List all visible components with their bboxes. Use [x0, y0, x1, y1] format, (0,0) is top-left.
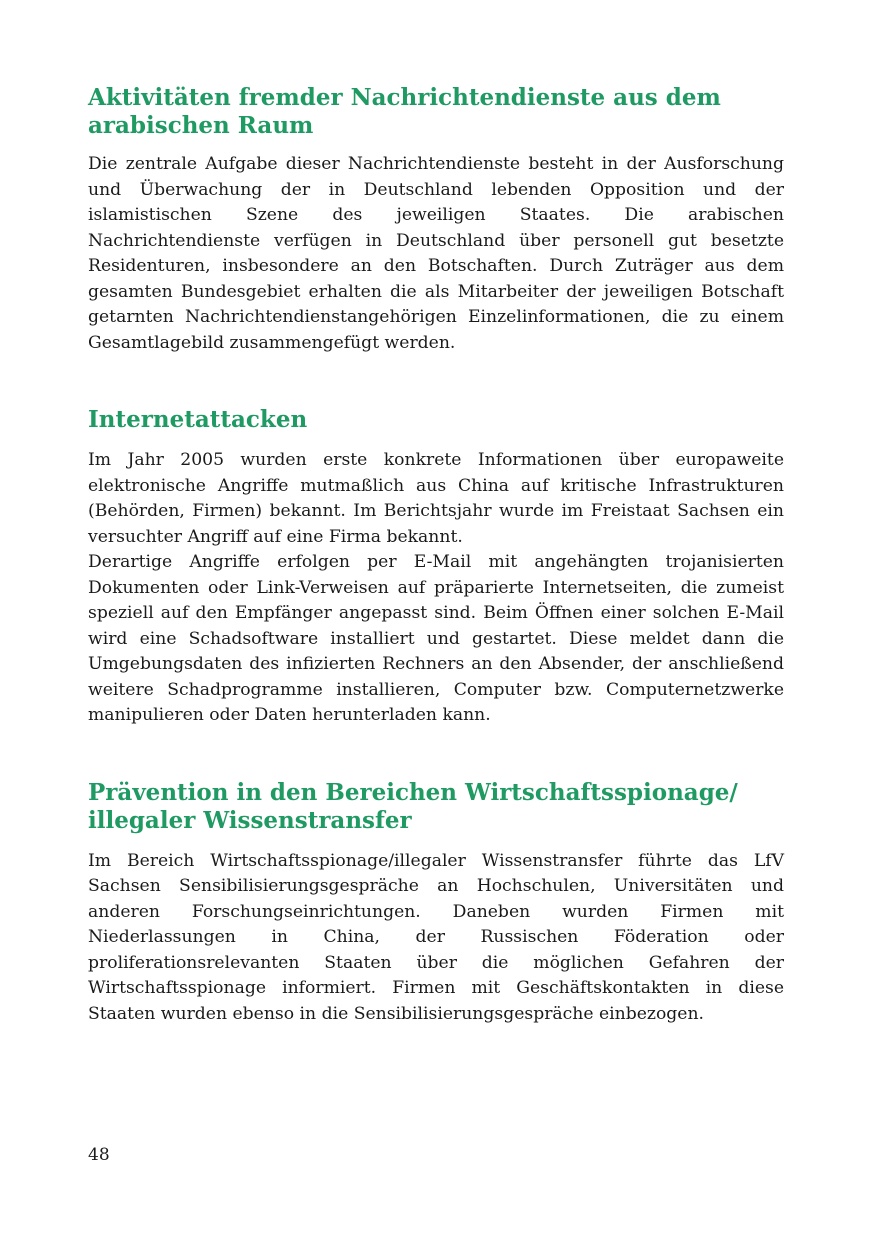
- section-heading-arab-intelligence: [88, 84, 784, 140]
- heading-line: Aktivitäten fremder Nachrichtendienste aus dem: [88, 84, 721, 111]
- paragraph: Derartige Angriffe erfolgen per E-Mail mit angehängten trojanisierten Dokumenten oder Link-Verweisen auf präparierte Internetseiten, die zumeist speziell auf den Empfänger angepasst sind. Beim Öffnen einer solchen E-Mail wird eine Schadsoftware installiert und gestartet. Diese meldet dann die Umgebungsdaten des infizierten Rechners an den Absender, der anschließend weitere Schadprogramme installieren, Computer bzw. Computernetzwerke manipulieren oder Daten herunterladen kann.: [88, 552, 784, 725]
- paragraph: Die zentrale Aufgabe dieser Nachrichtendienste besteht in der Ausforschung und Überwachung der in Deutschland lebenden Opposition und der islamistischen Szene des jeweiligen Staates. Die arabischen Nachrichtendienste verfügen in Deutschland über personell gut besetzte Residenturen, insbesondere an den Botschaften. Durch Zuträger aus dem gesamten Bundesgebiet erhalten die als Mitarbeiter der jeweiligen Botschaft getarnten Nachrichtendienstangehörigen Einzelinformationen, die zu einem Gesamtlagebild zusammengefügt werden.: [88, 154, 784, 353]
- section-heading-internet-attacks: [88, 406, 784, 434]
- paragraph: Im Jahr 2005 wurden erste konkrete Informationen über europaweite elektronische Angriffe mutmaßlich aus China auf kritische Infrastrukturen (Behörden, Firmen) bekannt. Im Berichtsjahr wurde im Freistaat Sachsen ein versuchter Angriff auf eine Firma bekannt.: [88, 450, 784, 547]
- page-number: 48: [88, 1145, 110, 1165]
- heading-line: illegaler Wissenstransfer: [88, 806, 412, 834]
- heading-line: Prävention in den Bereichen Wirtschaftsspionage/: [88, 778, 738, 806]
- paragraph: Im Bereich Wirtschaftsspionage/illegaler Wissenstransfer führte das LfV Sachsen Sensibilisierungsgespräche an Hochschulen, Universitäten und anderen Forschungseinrichtungen. Daneben wurden Firmen mit Niederlassungen in China, der Russischen Föderation oder proliferationsrelevanten Staaten über die möglichen Gefahren der Wirtschaftsspionage informiert. Firmen mit Geschäftskontakten in diese Staaten wurden ebenso in die Sensibilisierungsgespräche einbezogen.: [88, 850, 784, 1024]
- section-heading-prevention: [88, 779, 784, 835]
- document-page: [88, 84, 784, 1027]
- heading-line: arabischen Raum: [88, 112, 314, 139]
- heading-line: Internetattacken: [88, 406, 308, 433]
